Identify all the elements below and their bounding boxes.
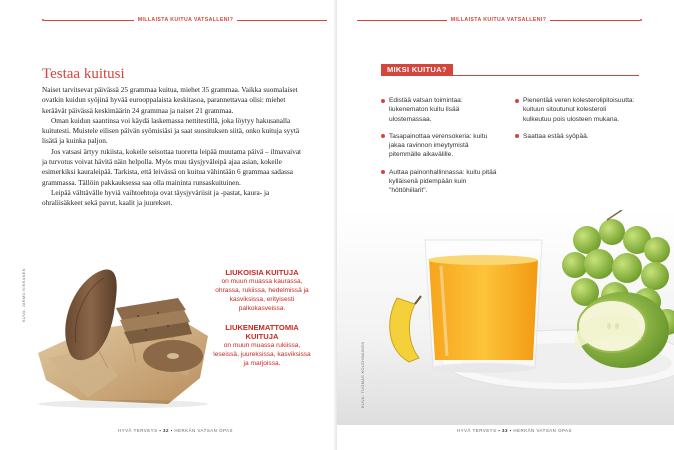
- footer-guide: HERKÄN VATSAN OPAS: [174, 428, 233, 433]
- soluble-fiber-text: on muun muassa kaurassa, ohrassa, rukiissa, hedelmissä ja kasviksissa, erityisesti palkokasveissa.: [215, 278, 309, 312]
- insoluble-fiber-text: on muun muassa rukiissa, leseissä, juureksissa, kasviksissa ja marjoissa.: [213, 342, 311, 367]
- header-rule: [550, 20, 640, 21]
- page-footer-right: HYVÄ TERVEYS ▪ 33 ▪ HERKÄN VATSAN OPAS: [457, 428, 572, 433]
- running-header-right: [357, 14, 642, 26]
- header-rule: [357, 20, 447, 21]
- article-title: Testaa kuitusi: [42, 66, 125, 82]
- soluble-fiber-heading: LIUKOISIA KUITUJA: [225, 268, 299, 277]
- paragraph: Leipää välttävälle hyviä vaihtoehtoja ovat täysjyväriisit ja -pastat, kaura- ja ohraliisäkkeet sekä pavut, kaalit ja juurekset.: [42, 188, 270, 208]
- bullet-icon: [515, 99, 519, 103]
- footer-magazine: HYVÄ TERVEYS: [118, 428, 158, 433]
- juice-glass: [425, 240, 542, 373]
- section-header: [381, 64, 639, 77]
- insoluble-fiber-heading: LIUKENEMATTOMIA KUITUJA: [225, 323, 299, 341]
- page-number: 33: [502, 428, 508, 433]
- list-item-text: Edistää vatsan toimintaa: liukenematon kuitu lisää ulostemassaa.: [389, 97, 463, 123]
- list-item: [381, 132, 501, 160]
- footer-guide: HERKÄN VATSAN OPAS: [513, 428, 572, 433]
- list-item: [515, 132, 635, 141]
- list-item: [381, 96, 501, 124]
- running-header-text: MILLAISTA KUITUA VATSALLENI?: [450, 17, 547, 23]
- list-item-text: Auttaa painonhallinnassa: kuitu pitää kylläisenä pidempään kuin "höttöhiilarit".: [389, 168, 497, 195]
- photo-credit: KUVA: JARMO NIKKANEN: [22, 268, 26, 322]
- fiber-type-box: [212, 268, 312, 368]
- benefit-list-left: [381, 96, 501, 204]
- list-item: [515, 96, 635, 124]
- right-page: [337, 0, 674, 450]
- list-item: [381, 168, 501, 196]
- list-item-text: Pienentää veren kolesterolipitoisuutta: kuituun sitoutunut kolesteroli kulkeutuu pois ulosteen mukana.: [523, 97, 635, 123]
- header-rule: [237, 20, 327, 21]
- article-body: [42, 85, 305, 209]
- bullet-icon: [381, 99, 385, 103]
- page-footer-left: HYVÄ TERVEYS ▪ 32 ▪ HERKÄN VATSAN OPAS: [118, 428, 233, 433]
- section-title: MIKSI KUITUA?: [381, 64, 453, 76]
- running-header-text: MILLAISTA KUITUA VATSALLENI?: [137, 17, 234, 23]
- photo-credit: KUVA: TUOMAS KOLEHMAINEN: [361, 341, 365, 408]
- benefit-list-right: [515, 96, 635, 149]
- juice-fruit-photo: [337, 210, 674, 425]
- bullet-icon: [515, 134, 519, 138]
- paragraph: Jos vatsasi ärtyy rukiista, kokeile seisottaa tuoretta leipää muutama päivä – ilmavaivat ja turvotus voivat hävitä näin helpolla. Myös muu täysjyväleipä ajaa asian, kokeile esimerkiksi kauraleipää. Tarkista, että leivässä on kuitua vähintään 6 grammaa sadassa grammassa. Tällöin pakkauksessa saa olla maininta runsaskuituinen.: [42, 147, 302, 187]
- running-header-left: [42, 14, 327, 26]
- paragraph: Naiset tarvitsevat päivässä 25 grammaa kuitua, miehet 35 grammaa. Vaikka suomalaiset ovatkin kuidun syöjinä hyvää eurooppalaista keskitasoa, parannettavaa olisi: miehet keräävät päivässä keskimäärin 24 grammaa ja naiset 21 grammaa.: [42, 86, 298, 115]
- page-number: 32: [163, 428, 169, 433]
- paragraph: Oman kuidun saantinsa voi käydä laskemassa nettitestillä, joka löytyy hakusanalla kuitutesti. Muistele eilisen päivän syömisiäsi ja saat suosituksen siitä, onko kuituja syytä lisätä ja kuinka paljon.: [42, 116, 300, 146]
- footer-magazine: HYVÄ TERVEYS: [457, 428, 497, 433]
- list-item-text: Saattaa estää syöpää.: [523, 132, 589, 140]
- header-dot-icon: [640, 19, 642, 21]
- list-item-text: Tasapainottaa verensokeria: kuitu jakaa ravinnon imeytymistä pitemmälle aikavälille.: [389, 132, 488, 159]
- bread-photo: [28, 258, 218, 408]
- bullet-icon: [381, 170, 385, 174]
- bullet-icon: [381, 134, 385, 138]
- header-rule: [44, 20, 134, 21]
